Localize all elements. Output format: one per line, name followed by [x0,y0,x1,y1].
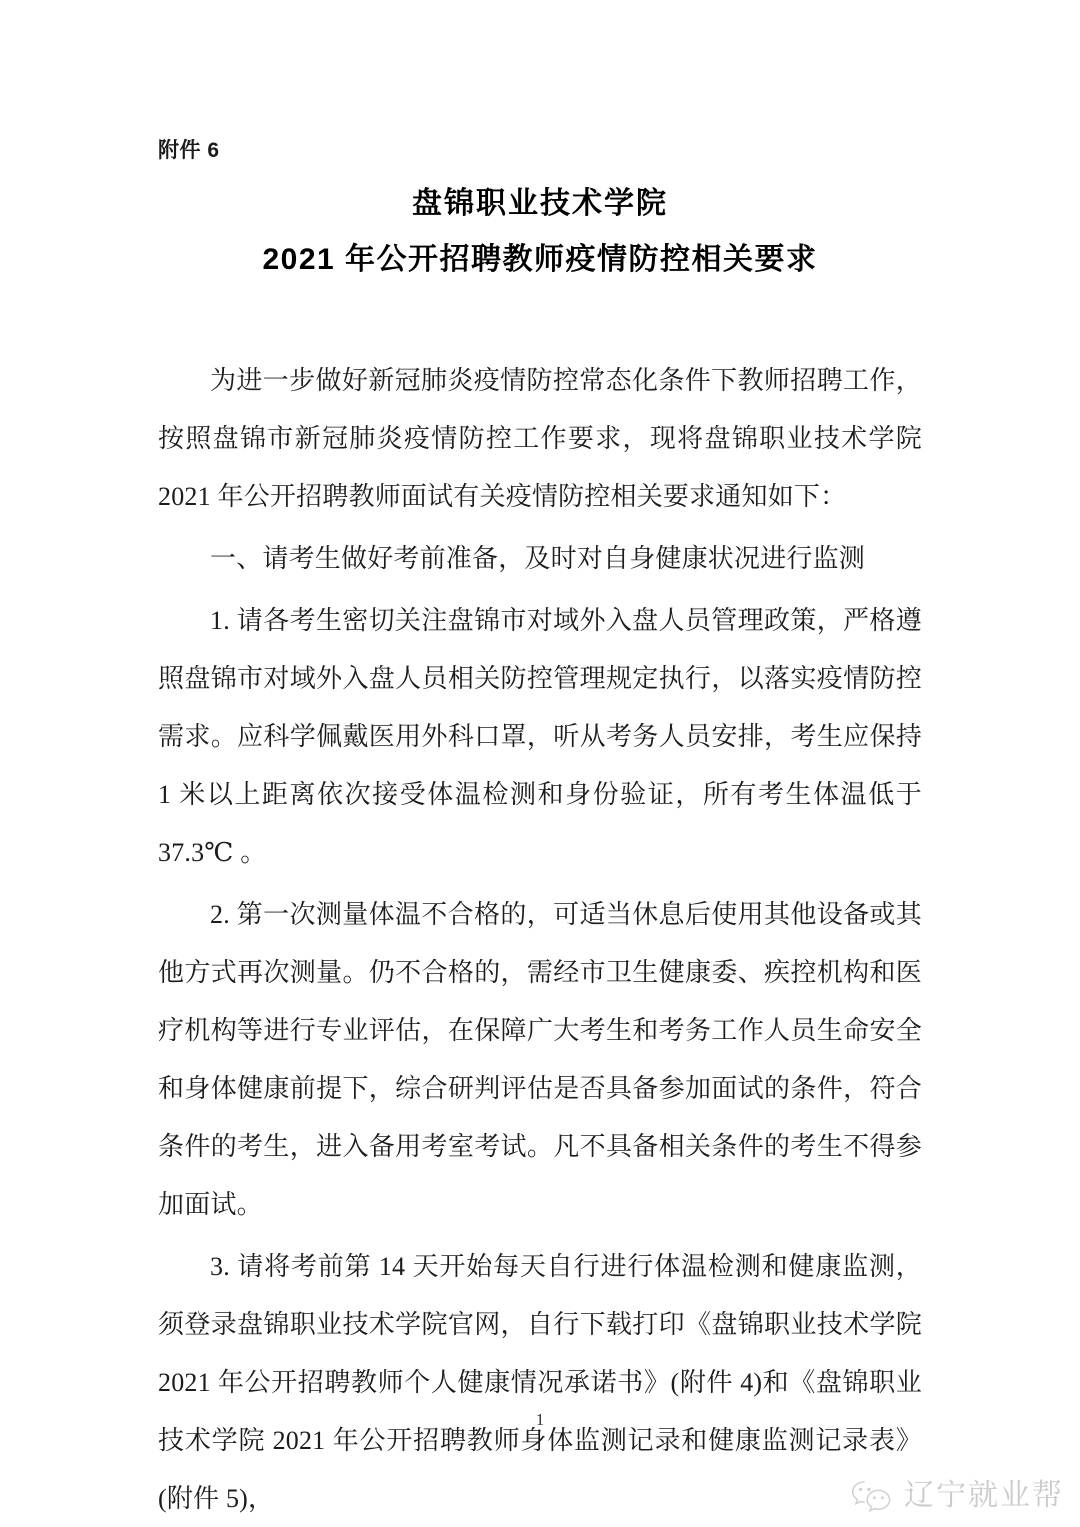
page-title [0,182,1080,281]
intro-paragraph: 为进一步做好新冠肺炎疫情防控常态化条件下教师招聘工作，按照盘锦市新冠肺炎疫情防控工作要求，现将盘锦职业技术学院 2021 年公开招聘教师面试有关疫情防控相关要求通知如下： [158,366,922,511]
numbered-item-1: 1. 请各考生密切关注盘锦市对域外入盘人员管理政策，严格遵照盘锦市对域外入盘人员相关防控管理规定执行，以落实疫情防控需求。应科学佩戴医用外科口罩，听从考务人员安排，考生应保持 1 米以上距离依次接受体温检测和身份验证，所有考生体温低于 37.3℃ 。 [158,606,922,867]
attachment-label: 附件 6 [158,139,220,162]
section-heading-one: 一、请考生做好考前准备，及时对自身健康状况进行监测 [210,544,866,573]
watermark [850,1479,1064,1513]
document-body [158,352,922,1527]
watermark-label: 辽宁就业帮 [904,1479,1064,1512]
wechat-icon [850,1479,894,1513]
numbered-item-2: 2. 第一次测量体温不合格的，可适当休息后使用其他设备或其他方式再次测量。仍不合格的，需经市卫生健康委、疾控机构和医疗机构等进行专业评估，在保障广大考生和考务工作人员生命安全和身体健康前提下，综合研判评估是否具备参加面试的条件，符合条件的考生，进入备用考室考试。凡不具备相关条件的考生不得参加面试。 [158,900,922,1219]
page-title-line-1: 盘锦职业技术学院 [412,187,668,220]
page-title-line-2: 2021 年公开招聘教师疫情防控相关要求 [262,242,818,276]
page-number: 1 [535,1410,545,1429]
numbered-item-3: 3. 请将考前第 14 天开始每天自行进行体温检测和健康监测，须登录盘锦职业技术学院官网，自行下载打印《盘锦职业技术学院 2021 年公开招聘教师个人健康情况承诺书》(附件 4)和《盘锦职业技术学院 2021 年公开招聘教师身体监测记录和健康监测记录表》(附件 5)， [158,1252,922,1513]
